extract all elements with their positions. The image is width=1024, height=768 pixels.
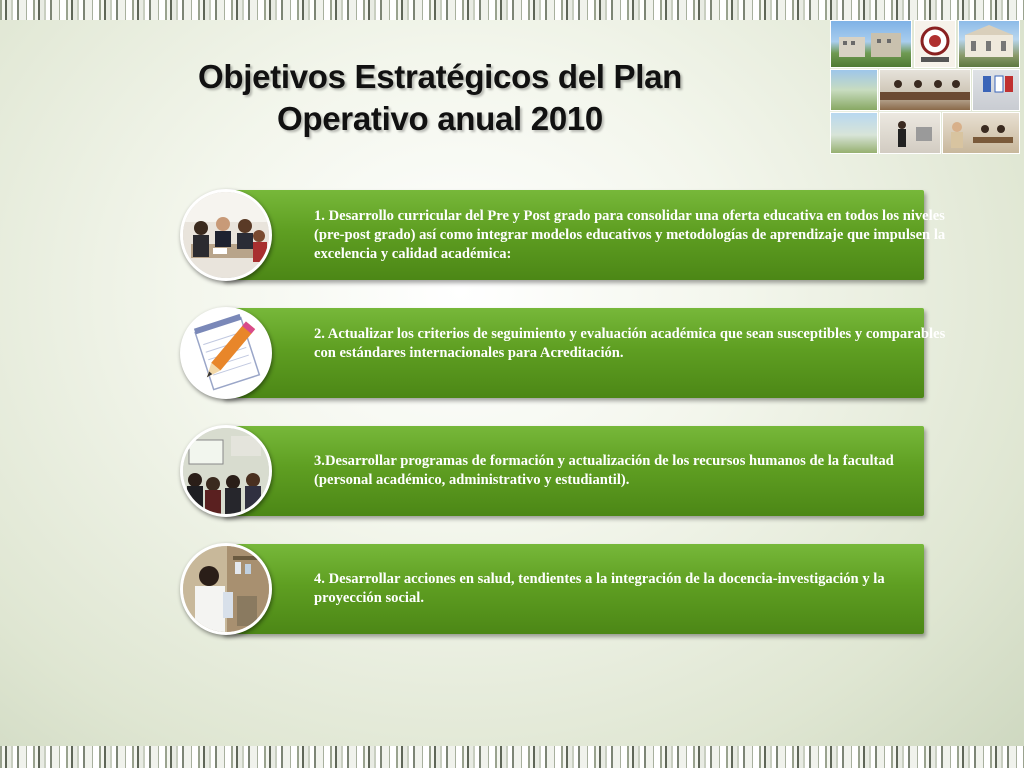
building-photo xyxy=(830,20,912,68)
slide-title xyxy=(100,56,780,140)
flags-photo xyxy=(972,69,1020,111)
meeting-photo xyxy=(180,189,272,281)
objective-bar-4 xyxy=(222,544,924,634)
campus-building-photo xyxy=(958,20,1020,68)
top-decorative-stripe xyxy=(0,0,1024,20)
outdoor-campus-photo xyxy=(830,69,878,111)
speaker-photo xyxy=(879,112,941,154)
objective-row-1 xyxy=(180,190,946,282)
office-meeting-photo xyxy=(942,112,1020,154)
university-seal-image xyxy=(914,20,956,68)
laboratory-photo xyxy=(180,543,272,635)
slide-title-line-1: Objetivos Estratégicos del Plan xyxy=(197,58,683,95)
classroom-photo xyxy=(180,425,272,517)
objective-row-2 xyxy=(180,308,946,400)
photo-collage xyxy=(830,20,1020,154)
objective-row-3 xyxy=(180,426,926,518)
objective-text-4: 4. Desarrollar acciones en salud, tendientes a la integración de la docencia-investigación y la proyección social. xyxy=(314,571,885,606)
objective-text-2: 2. Actualizar los criterios de seguimiento y evaluación académica que sean susceptibles y comparables con estándares internacionales para Acreditación. xyxy=(314,326,946,361)
objective-bar-3 xyxy=(222,426,924,516)
objective-text-1: 1. Desarrollo curricular del Pre y Post grado para consolidar una oferta educativa en todos los niveles (pre-post grado) así como integrar modelos educativos y metodologías de aprendizaje que impulsen la excelencia y calidad académica: xyxy=(314,208,946,262)
bottom-decorative-stripe xyxy=(0,746,1024,768)
objective-bar-2 xyxy=(222,308,946,398)
objective-text-3: 3.Desarrollar programas de formación y actualización de los recursos humanos de la facultad (personal académico, administrativo y estudiantil). xyxy=(314,453,894,488)
objective-bar-1 xyxy=(222,190,946,280)
courtyard-photo xyxy=(830,112,878,154)
slide-title-line-2: Operativo anual 2010 xyxy=(277,100,603,137)
panel-meeting-photo xyxy=(879,69,971,111)
pencil-notepad-icon xyxy=(180,307,272,399)
objective-row-4 xyxy=(180,544,926,636)
